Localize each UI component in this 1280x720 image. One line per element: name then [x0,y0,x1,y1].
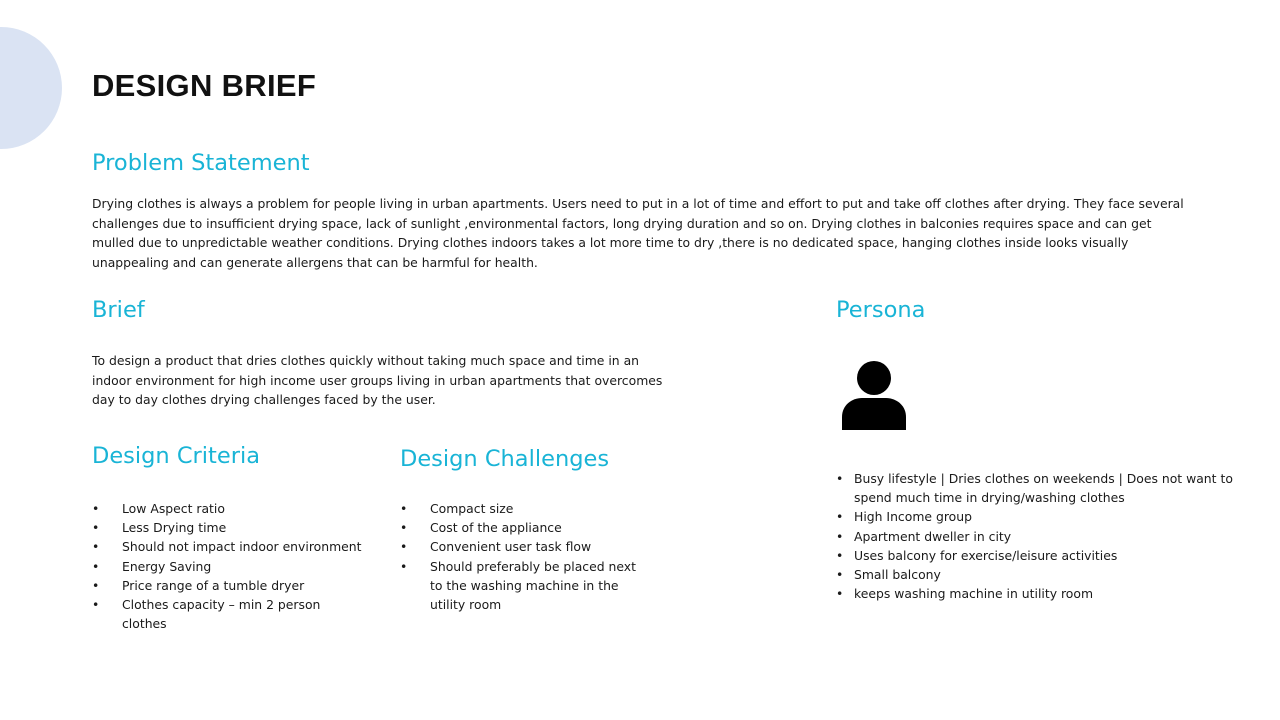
problem-statement-heading: Problem Statement [92,150,310,176]
list-item: • keeps washing machine in utility room [836,586,1094,602]
list-item: • Less Drying time [92,520,227,536]
decorative-circle [0,27,62,149]
design-challenges-list [400,499,640,614]
list-item: • Small balcony [836,567,941,583]
list-item: • Should not impact indoor environment [92,539,362,555]
design-challenges-heading: Design Challenges [400,446,610,472]
brief-heading: Brief [92,297,145,323]
design-criteria-heading: Design Criteria [92,443,261,469]
list-item: • Energy Saving [92,558,212,574]
design-criteria-list [92,499,382,633]
list-item: • High Income group [836,509,972,525]
list-item: • Clothes capacity – min 2 person clothes [92,597,321,632]
problem-statement-text: Drying clothes is always a problem for people living in urban apartments. Users need to put in a lot of time and effort to put and take off clothes after drying. They face several challenges due to insufficient drying space, lack of sunlight ,environmental factors, long drying duration and so on. Drying clothes in balconies requires space and can get mulled due to unpredictable weather conditions. Drying clothes indoors takes a lot more time to dry ,there is no dedicated space, hanging clothes inside looks visually unappealing and can generate allergens that can be harmful for health. [92,196,1184,270]
persona-list [836,469,1256,603]
list-item: • Cost of the appliance [400,520,562,536]
list-item: • Compact size [400,501,514,516]
person-icon [842,360,906,430]
list-item: • Price range of a tumble dryer [92,577,305,593]
brief-text: To design a product that dries clothes quickly without taking much space and time in an indoor environment for high income user groups living in urban apartments that overcomes day to day clothes drying challenges faced by the user. [92,353,663,407]
list-item: • Busy lifestyle | Dries clothes on weekends | Does not want to spend much time in drying/washing clothes [836,471,1233,506]
list-item: • Convenient user task flow [400,539,592,555]
list-item: • Apartment dweller in city [836,528,1012,544]
page-title: DESIGN BRIEF [92,68,317,103]
list-item: • Low Aspect ratio [92,501,225,516]
list-item: • Uses balcony for exercise/leisure activities [836,547,1118,563]
list-item: • Should preferably be placed next to the washing machine in the utility room [400,558,636,613]
persona-heading: Persona [836,297,926,323]
